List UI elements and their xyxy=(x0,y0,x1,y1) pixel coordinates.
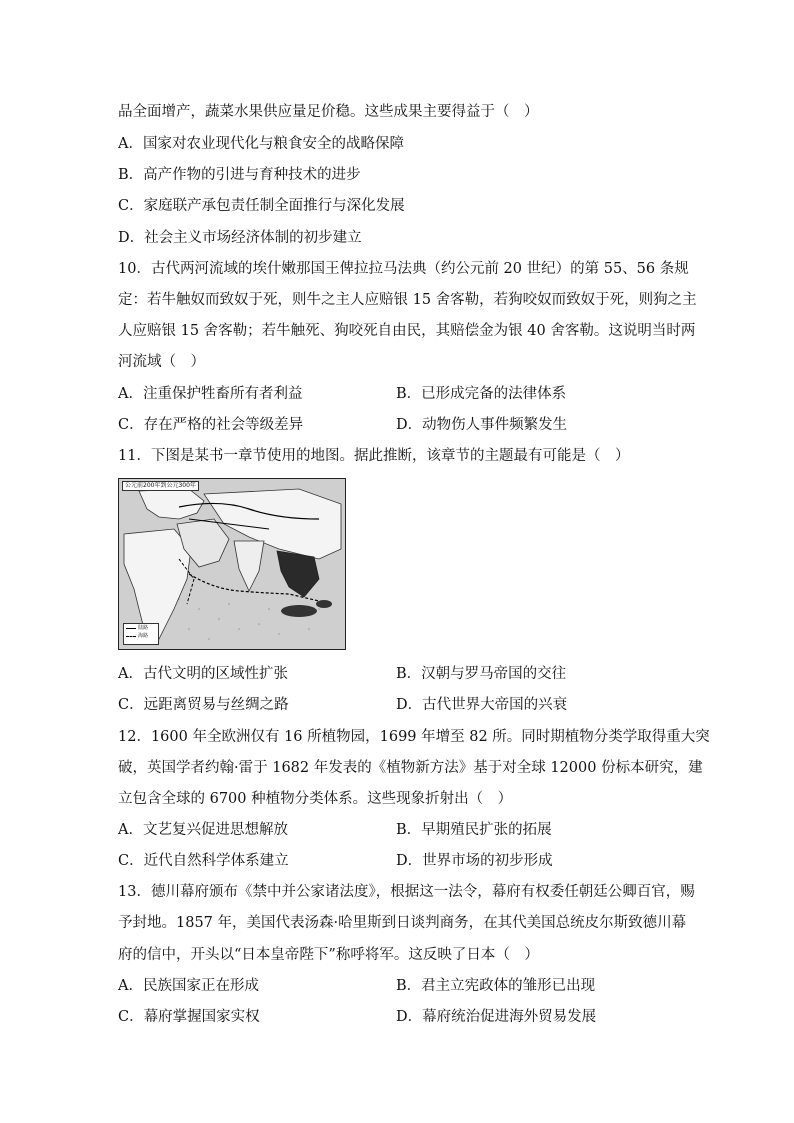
q13-stem-line-1: 13．德川幕府颁布《禁中并公家诸法度》，根据这一法令，幕府有权委任朝廷公卿百官，赐 xyxy=(118,884,695,900)
q12-option-b[interactable]: B．早期殖民扩张的拓展 xyxy=(396,822,552,838)
q12-stem-line-2: 破，英国学者约翰·雷于 1682 年发表的《植物新方法》基于对全球 12000 份标本研究，建 xyxy=(118,760,703,776)
q13-option-c[interactable]: C．幕府掌握国家实权 xyxy=(118,1009,260,1025)
legend-sea-route: 海路 xyxy=(138,633,149,639)
q10-option-b[interactable]: B．已形成完备的法律体系 xyxy=(396,386,567,402)
q11-option-c[interactable]: C．远距离贸易与丝绸之路 xyxy=(118,697,289,713)
q9-option-b[interactable]: B．高产作物的引进与育种技术的进步 xyxy=(118,167,361,183)
trade-route-map xyxy=(118,478,346,650)
q11-option-a[interactable]: A．古代文明的区域性扩张 xyxy=(118,666,288,682)
q9-option-d[interactable]: D．社会主义市场经济体制的初步建立 xyxy=(118,230,362,246)
q11-option-b[interactable]: B．汉朝与罗马帝国的交往 xyxy=(396,666,567,682)
q13-option-a[interactable]: A．民族国家正在形成 xyxy=(118,978,259,994)
q10-stem-line-4: 河流域（ ） xyxy=(118,354,205,370)
sea-route-swatch xyxy=(126,636,136,637)
q13-option-d[interactable]: D．幕府统治促进海外贸易发展 xyxy=(396,1009,597,1025)
q10-stem-line-2: 定：若牛触奴而致奴于死，则牛之主人应赔银 15 舍客勒，若狗咬奴而致奴于死，则狗之主 xyxy=(118,292,697,308)
q11-option-d[interactable]: D．古代世界大帝国的兴衰 xyxy=(396,697,568,713)
q12-stem-line-3: 立包含全球的 6700 种植物分类体系。这些现象折射出（ ） xyxy=(118,791,513,807)
legend-land-route: 陆路 xyxy=(138,625,149,631)
q9-option-c[interactable]: C．家庭联产承包责任制全面推行与深化发展 xyxy=(118,198,405,214)
q12-option-a[interactable]: A．文艺复兴促进思想解放 xyxy=(118,822,288,838)
q13-option-b[interactable]: B．君主立宪政体的雏形已出现 xyxy=(396,978,596,994)
q9-option-a[interactable]: A．国家对农业现代化与粮食安全的战略保障 xyxy=(118,136,404,152)
q12-option-d[interactable]: D．世界市场的初步形成 xyxy=(396,853,553,869)
map-title: 公元前200年到公元300年 xyxy=(122,481,199,491)
q12-stem-line-1: 12．1600 年全欧洲仅有 16 所植物园，1699 年增至 82 所。同时期植物分类学取得重大突 xyxy=(118,729,710,745)
q11-stem: 11．下图是某书一章节使用的地图。据此推断，该章节的主题最有可能是（ ） xyxy=(118,448,630,464)
q10-stem-line-1: 10．古代两河流域的埃什嫩那国王俾拉拉马法典（约公元前 20 世纪）的第 55、56 条规 xyxy=(118,261,689,277)
q10-option-c[interactable]: C．存在严格的社会等级差异 xyxy=(118,417,304,433)
q13-stem-line-2: 予封地。1857 年，美国代表汤森·哈里斯到日谈判商务，在其代美国总统皮尔斯致德川幕 xyxy=(118,915,687,931)
map-legend xyxy=(123,623,159,645)
q12-option-c[interactable]: C．近代自然科学体系建立 xyxy=(118,853,289,869)
land-route-swatch xyxy=(126,628,136,629)
q9-stem-tail: 品全面增产，蔬菜水果供应量足价稳。这些成果主要得益于（ ） xyxy=(118,104,539,120)
q10-stem-line-3: 人应赔银 15 舍客勒；若牛触死、狗咬死自由民，其赔偿金为银 40 舍客勒。这说明当时两 xyxy=(118,323,696,339)
q13-stem-line-3: 府的信中，开头以“日本皇帝陛下”称呼将军。这反映了日本（ ） xyxy=(118,947,539,963)
q10-option-d[interactable]: D．动物伤人事件频繁发生 xyxy=(396,417,568,433)
q10-option-a[interactable]: A．注重保护牲畜所有者利益 xyxy=(118,386,303,402)
